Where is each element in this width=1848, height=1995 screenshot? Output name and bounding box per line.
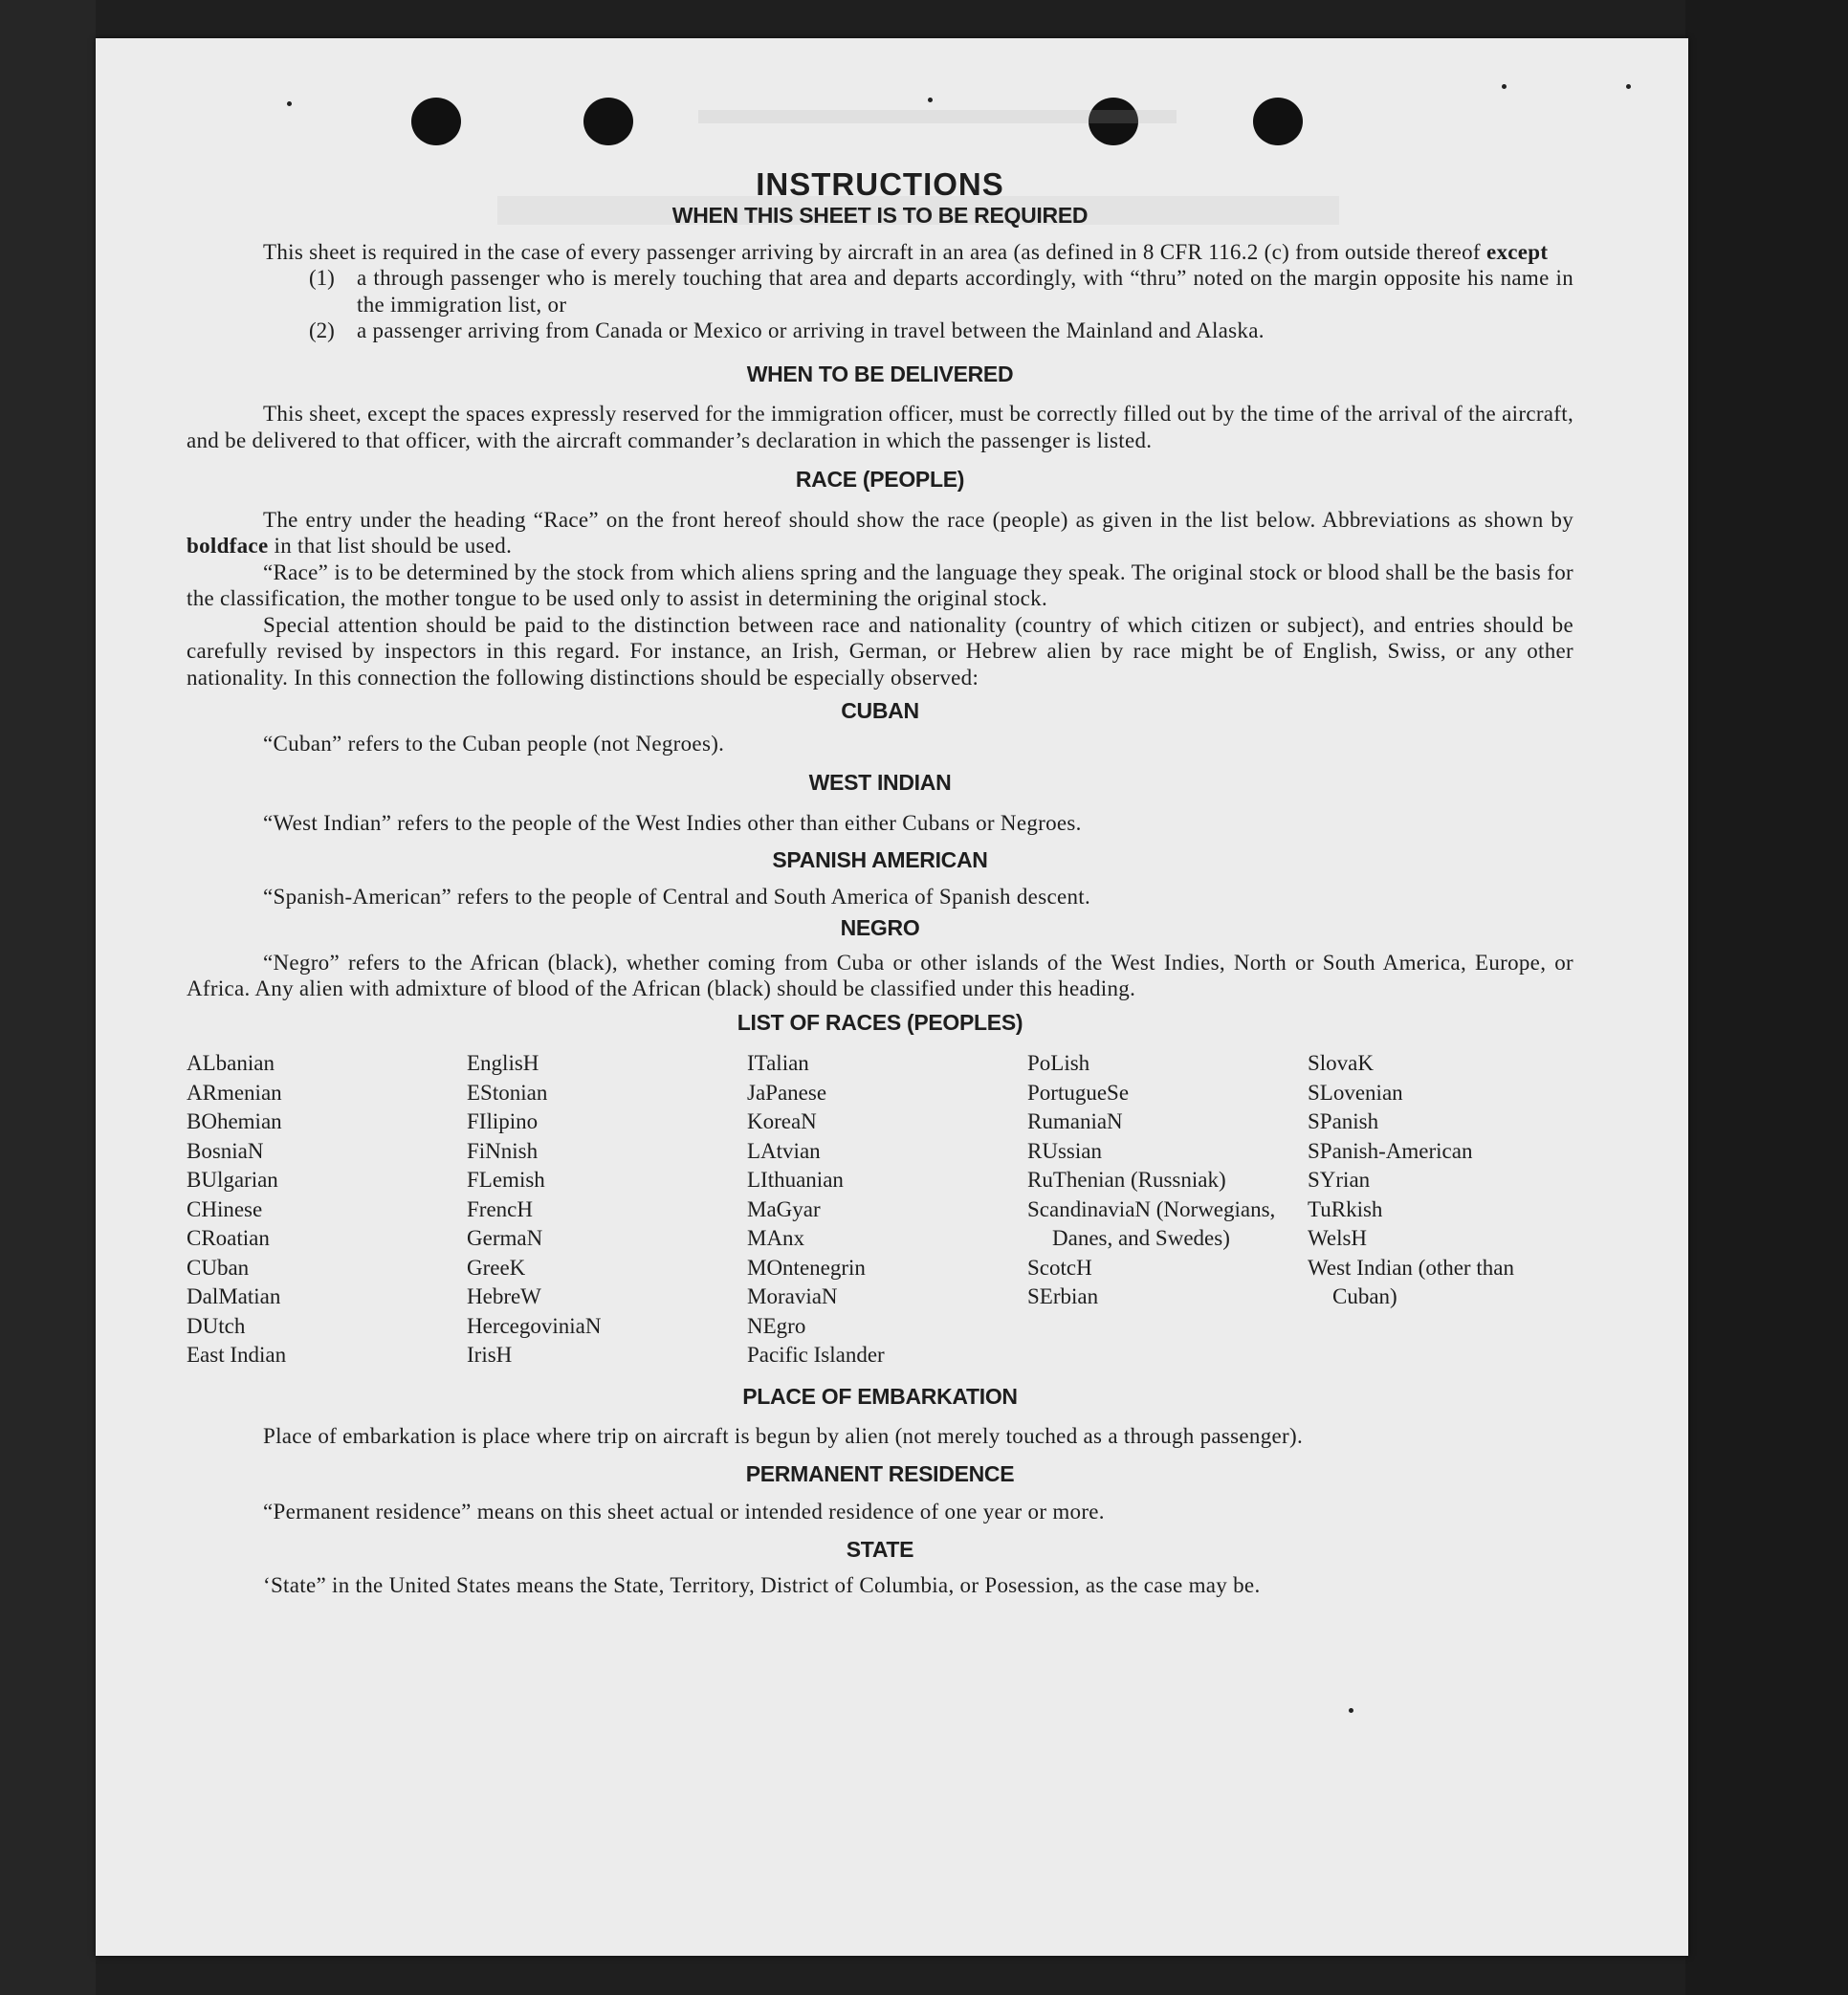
section-heading: LIST OF RACES (PEOPLES) bbox=[737, 1009, 1023, 1035]
scan-border-right bbox=[1685, 0, 1848, 1995]
race-entry: FLemish bbox=[467, 1168, 545, 1192]
race-entry: FrencH bbox=[467, 1196, 533, 1221]
section-heading: WEST INDIAN bbox=[808, 770, 952, 795]
paragraph: The entry under the heading “Race” on the front hereof should show the race (people) as given in the list below. Abbreviations as shown by boldface in that list should be used. bbox=[187, 507, 1573, 558]
race-entry: KoreaN bbox=[747, 1109, 817, 1133]
paragraph: This sheet, except the spaces expressly reserved for the immigration officer, must be correctly filled out by the time of the arrival of the aircraft, and be delivered to that officer, with the aircraft commander’s declaration in which the passenger is listed. bbox=[187, 402, 1573, 452]
race-entry: MoraviaN bbox=[747, 1284, 838, 1308]
document-page bbox=[96, 38, 1688, 1956]
race-entry: JaPanese bbox=[747, 1080, 827, 1105]
race-entry: PoLish bbox=[1027, 1051, 1090, 1075]
race-entry: RUssian bbox=[1027, 1138, 1102, 1163]
race-entry: TuRkish bbox=[1308, 1196, 1383, 1221]
race-entry: FIlipino bbox=[467, 1109, 539, 1133]
paragraph: “Permanent residence” means on this sheet actual or intended residence of one year or more. bbox=[263, 1500, 1105, 1524]
race-entry: BUlgarian bbox=[187, 1168, 278, 1192]
race-entry: BosniaN bbox=[187, 1138, 264, 1163]
races-column bbox=[1027, 1049, 1308, 1370]
race-entry: RumaniaN bbox=[1027, 1109, 1123, 1133]
paragraph: Special attention should be paid to the distinction between race and nationality (country of which citizen or subject), and entries should be carefully revised by inspectors in this regard. For instance, an Irish, German, or Hebrew alien by race might be of English, Swiss, or any other nationality. In this connection the following distinctions should be especially observed: bbox=[187, 612, 1573, 690]
paragraph: “Race” is to be determined by the stock from which aliens spring and the language they speak. The original stock or blood shall be the basis for the classification, the mother tongue to be used only to assist in determining the original stock. bbox=[187, 559, 1573, 610]
race-entry: IrisH bbox=[467, 1343, 513, 1367]
race-entry: ALbanian bbox=[187, 1051, 275, 1075]
punch-hole bbox=[1253, 98, 1303, 145]
paragraph: Place of embarkation is place where trip on aircraft is begun by alien (not merely touched as a through passenger). bbox=[263, 1424, 1304, 1448]
section-heading: WHEN THIS SHEET IS TO BE REQUIRED bbox=[671, 203, 1089, 228]
race-entry: Pacific Islander bbox=[747, 1343, 885, 1367]
race-entry: ARmenian bbox=[187, 1080, 282, 1105]
race-entry: SPanish-American bbox=[1308, 1138, 1473, 1163]
race-entry: SPanish bbox=[1308, 1109, 1379, 1133]
paragraph: This sheet is required in the case of every passenger arriving by aircraft in an area (as defined in 8 CFR 116.2 (c) from outside thereof except bbox=[263, 239, 1549, 264]
race-entry: HebreW bbox=[467, 1284, 541, 1308]
scan-border-left bbox=[0, 0, 96, 1995]
instructions-text bbox=[187, 166, 1573, 1599]
race-entry: EnglisH bbox=[467, 1051, 539, 1075]
race-entry: CUban bbox=[187, 1255, 250, 1280]
section-heading: SPANISH AMERICAN bbox=[772, 847, 988, 872]
race-entry: NEgro bbox=[747, 1313, 806, 1338]
paragraph: “West Indian” refers to the people of the West Indies other than either Cubans or Negroes. bbox=[263, 810, 1082, 835]
race-entry: DUtch bbox=[187, 1313, 246, 1338]
race-entry: ITalian bbox=[747, 1051, 809, 1075]
race-entry: MaGyar bbox=[747, 1196, 821, 1221]
races-column bbox=[467, 1049, 747, 1370]
races-column bbox=[747, 1049, 1027, 1370]
paragraph: “Negro” refers to the African (black), whether coming from Cuba or other islands of the West Indies, North or South America, Europe, or Africa. Any alien with admixture of blood of the African (black) should be classified under this heading. bbox=[187, 950, 1573, 1000]
scan-speck bbox=[928, 98, 933, 102]
race-entry: SErbian bbox=[1027, 1284, 1099, 1308]
race-entry: GreeK bbox=[467, 1255, 526, 1280]
race-entry: PortugueSe bbox=[1027, 1080, 1130, 1105]
race-entry: EStonian bbox=[467, 1080, 548, 1105]
race-entry: ScotcH bbox=[1027, 1255, 1092, 1280]
scan-speck bbox=[1502, 84, 1507, 89]
list-item: (2) a passenger arriving from Canada or Mexico or arriving in travel between the Mainland and Alaska. bbox=[309, 318, 1265, 342]
section-heading: WHEN TO BE DELIVERED bbox=[746, 361, 1014, 386]
race-entry: MOntenegrin bbox=[747, 1255, 866, 1280]
punch-hole bbox=[411, 98, 461, 145]
race-entry: DalMatian bbox=[187, 1284, 281, 1308]
race-entry: RuThenian (Russniak) bbox=[1027, 1168, 1226, 1192]
race-entry: SlovaK bbox=[1308, 1051, 1374, 1075]
race-entry: MAnx bbox=[747, 1226, 805, 1250]
show-through-band bbox=[698, 110, 1177, 123]
list-item: (1) a through passenger who is merely touching that area and departs accordingly, with “thru” noted on the margin opposite his name in the immigration list, or bbox=[309, 266, 1573, 317]
section-heading: PLACE OF EMBARKATION bbox=[742, 1383, 1018, 1409]
race-entry: East Indian bbox=[187, 1343, 287, 1367]
paragraph: “Cuban” refers to the Cuban people (not Negroes). bbox=[263, 731, 725, 756]
race-entry: BOhemian bbox=[187, 1109, 282, 1133]
race-entry: CRoatian bbox=[187, 1226, 270, 1250]
section-heading: STATE bbox=[846, 1536, 914, 1562]
race-entry: West Indian (other than Cuban) bbox=[1308, 1255, 1514, 1308]
race-entry: CHinese bbox=[187, 1196, 263, 1221]
race-entry: HercegoviniaN bbox=[467, 1313, 602, 1338]
scan-speck bbox=[1349, 1708, 1353, 1713]
section-heading: PERMANENT RESIDENCE bbox=[745, 1460, 1015, 1486]
section-heading: RACE (PEOPLE) bbox=[795, 467, 965, 492]
race-entry: SYrian bbox=[1308, 1168, 1371, 1192]
race-entry: WelsH bbox=[1308, 1226, 1368, 1250]
paragraph: ‘State” in the United States means the State, Territory, District of Columbia, or Posession, as the case may be. bbox=[263, 1573, 1261, 1597]
race-entry: GermaN bbox=[467, 1226, 543, 1250]
races-list bbox=[187, 1049, 1573, 1370]
scan-speck bbox=[1626, 84, 1631, 89]
race-entry: SLovenian bbox=[1308, 1080, 1403, 1105]
scan-speck bbox=[287, 101, 292, 106]
race-entry: ScandinaviaN (Norwegians, Danes, and Swedes) bbox=[1027, 1196, 1276, 1250]
race-entry: FiNnish bbox=[467, 1138, 539, 1163]
races-column bbox=[187, 1049, 467, 1370]
races-column bbox=[1308, 1049, 1573, 1370]
race-entry: LIthuanian bbox=[747, 1168, 844, 1192]
paragraph: “Spanish-American” refers to the people of Central and South America of Spanish descent. bbox=[263, 884, 1091, 909]
section-heading: CUBAN bbox=[841, 698, 919, 723]
race-entry: LAtvian bbox=[747, 1138, 821, 1163]
punch-hole bbox=[583, 98, 633, 145]
page-title: INSTRUCTIONS bbox=[756, 166, 1004, 202]
section-heading: NEGRO bbox=[840, 915, 920, 940]
